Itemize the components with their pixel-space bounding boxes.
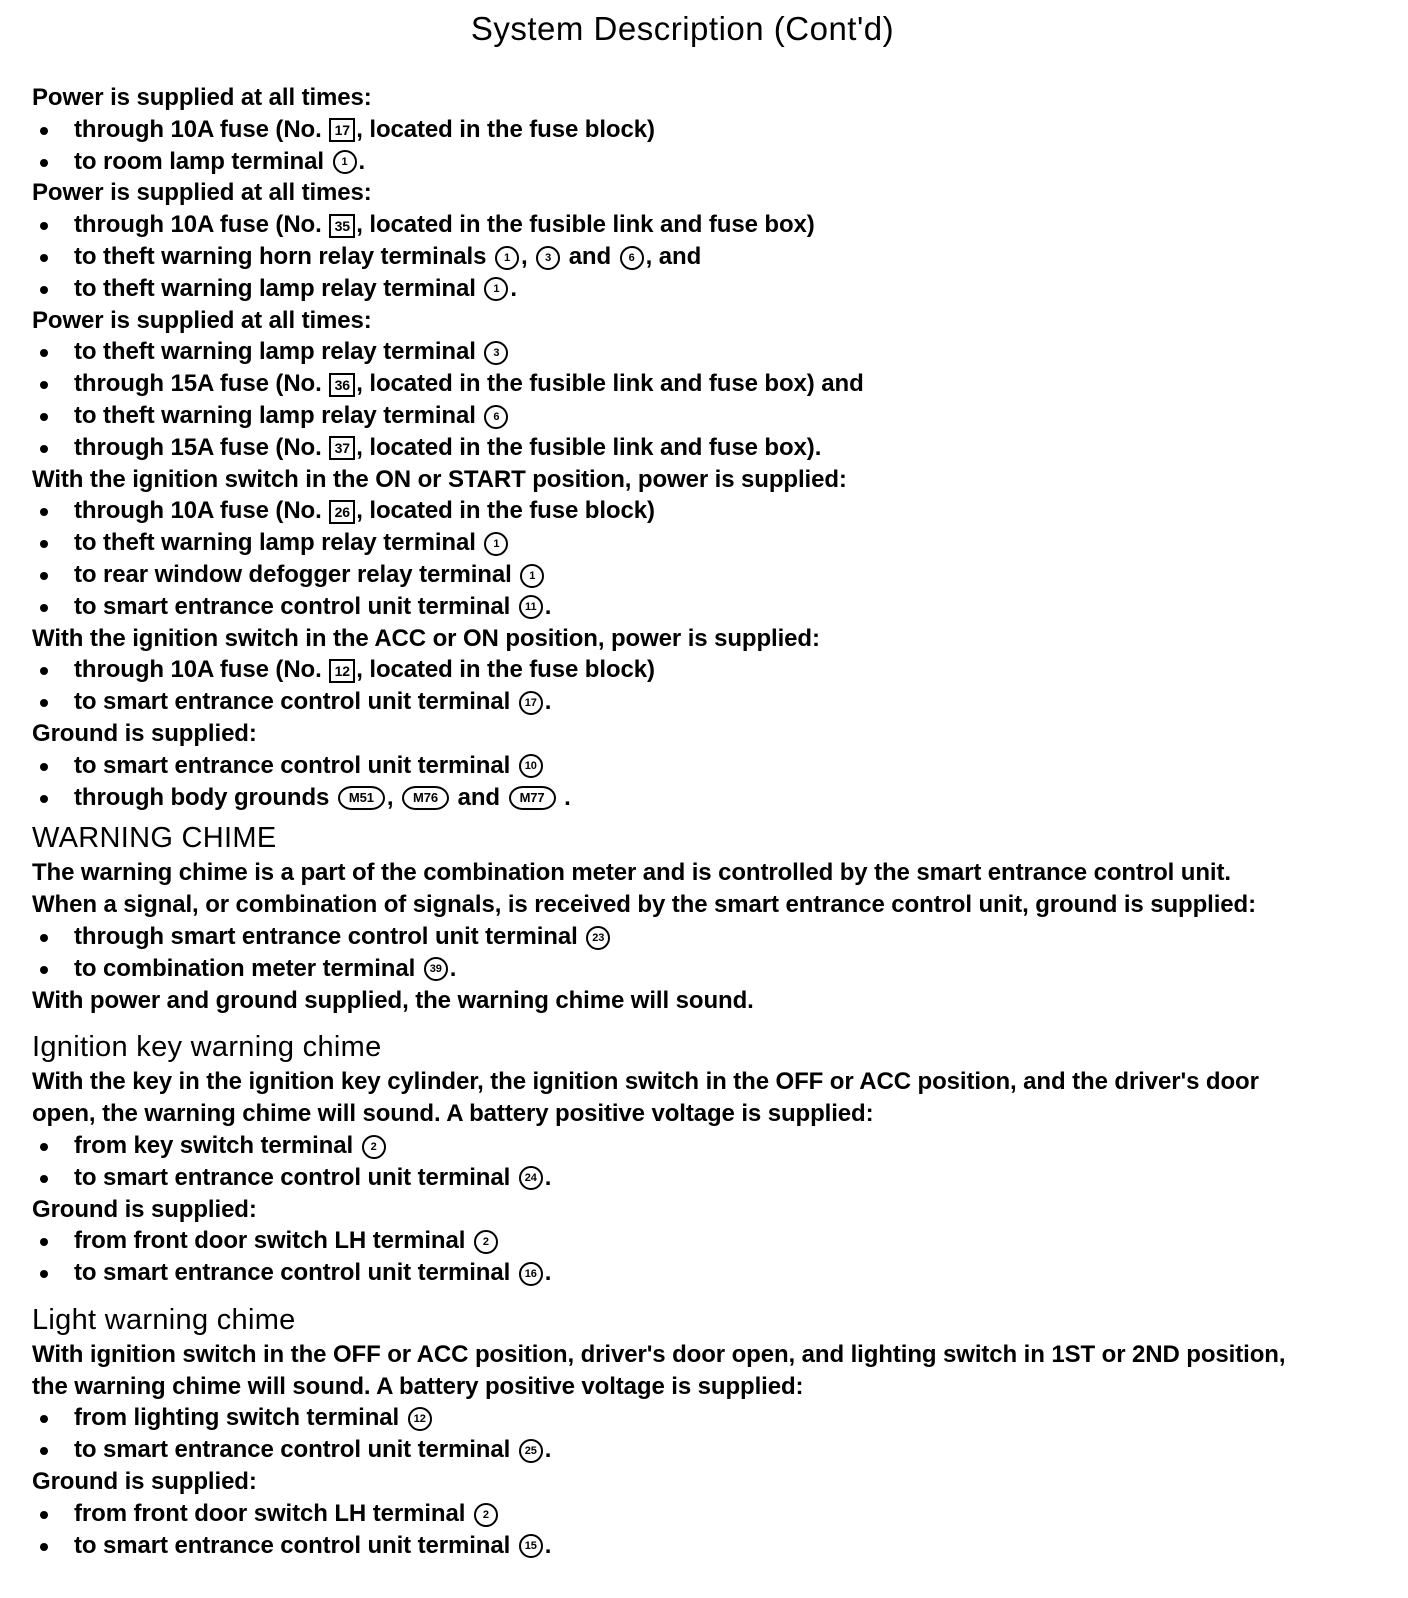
paragraph-line: When a signal, or combination of signals, is received by the smart entrance control unit, ground is supplied: [32,891,1256,919]
text: through 10A fuse (No. [74,211,322,239]
bullet-item [32,527,1382,559]
terminal-number-circle: 2 [474,1230,498,1254]
bullet-item [32,432,1382,464]
text: through 10A fuse (No. [74,656,322,684]
terminal-number-circle: 1 [484,277,508,301]
paragraph-line: open, the warning chime will sound. A battery positive voltage is supplied: [32,1100,874,1128]
bullet-item [32,114,1382,146]
text: to smart entrance control unit terminal [74,688,511,716]
text: . [449,954,457,982]
terminal-number-circle: 11 [519,595,543,619]
paragraph-line: Power is supplied at all times: [32,84,372,111]
text: , located in the fusible link and fuse box) and [356,370,864,398]
ground-connector-oval: M76 [402,786,449,810]
terminal-number-circle: 6 [484,405,508,429]
terminal-number-circle: 39 [424,957,448,981]
text: through 15A fuse (No. [74,370,322,398]
text: to room lamp terminal [74,147,324,175]
paragraph-line: With ignition switch in the OFF or ACC position, driver's door open, and lighting switch in 1ST or 2ND position, [32,1340,1286,1368]
paragraph-line: Power is supplied at all times: [32,306,372,334]
text: to combination meter terminal [74,954,416,982]
bullet-item [32,209,1382,241]
terminal-number-circle: 3 [484,341,508,365]
terminal-number-circle: 1 [495,246,519,270]
text: and [457,783,500,811]
terminal-number-circle: 15 [519,1534,543,1558]
bullet-item [32,1498,1382,1530]
terminal-number-circle: 23 [586,926,610,950]
text: from front door switch LH terminal [74,1499,466,1527]
bullet-item [32,368,1382,400]
bullet-item [32,400,1382,432]
text: to rear window defogger relay terminal [74,560,512,588]
fuse-number-box: 36 [329,373,355,397]
text: . [544,592,552,620]
text: , located in the fusible link and fuse box) [356,211,815,239]
fuse-number-box: 35 [329,214,355,238]
text: , [520,242,528,270]
fuse-number-box: 12 [329,659,355,683]
bullet-item [32,495,1382,527]
paragraph-line: With the key in the ignition key cylinder, the ignition switch in the OFF or ACC position, and the driver's door [32,1068,1259,1096]
terminal-number-circle: 1 [333,150,357,174]
bullet-item [32,241,1382,273]
paragraph-line: Ground is supplied: [32,1468,257,1496]
terminal-number-circle: 3 [536,246,560,270]
text: . [544,688,552,716]
paragraph-line: The warning chime is a part of the combination meter and is controlled by the smart entrance control unit. [32,859,1231,887]
text: to theft warning horn relay terminals [74,242,487,270]
terminal-number-circle: 12 [408,1407,432,1431]
bullet-item [32,336,1382,368]
bullet-item [32,1434,1382,1466]
text: , located in the fuse block) [356,497,655,525]
text: . [544,1259,552,1287]
text: to smart entrance control unit terminal [74,1436,511,1464]
terminal-number-circle: 2 [362,1135,386,1159]
text: to theft warning lamp relay terminal [74,338,476,366]
bullet-item [32,1162,1382,1194]
text: through smart entrance control unit terminal [74,922,578,950]
section-heading: Light warning chime [32,1303,296,1336]
text: through body grounds [74,783,330,811]
fuse-number-box: 26 [329,500,355,524]
text: . [510,274,517,302]
text: to smart entrance control unit terminal [74,1163,511,1191]
text: . [544,1531,552,1559]
text: to smart entrance control unit terminal [74,592,511,620]
text: from front door switch LH terminal [74,1227,466,1255]
paragraph-line: the warning chime will sound. A battery positive voltage is supplied: [32,1372,804,1400]
document-body [32,82,1382,1561]
terminal-number-circle: 10 [519,754,543,778]
bullet-item [32,1530,1382,1562]
terminal-number-circle: 16 [519,1262,543,1286]
text: through 10A fuse (No. [74,115,322,143]
text: , located in the fusible link and fuse box). [356,433,822,461]
text: through 15A fuse (No. [74,433,322,461]
text: to smart entrance control unit terminal [74,1531,511,1559]
text: . [564,783,571,811]
paragraph-line: Ground is supplied: [32,719,257,747]
section-heading: WARNING CHIME [32,822,277,855]
bullet-item [32,750,1382,782]
bullet-item [32,559,1382,591]
ground-connector-oval: M77 [509,786,556,810]
text: , located in the fuse block) [356,115,655,143]
terminal-number-circle: 17 [519,691,543,715]
text: , located in the fuse block) [356,656,655,684]
terminal-number-circle: 24 [519,1166,543,1190]
text: to theft warning lamp relay terminal [74,401,476,429]
fuse-number-box: 37 [329,436,355,460]
text: from key switch terminal [74,1131,354,1159]
text: . [358,147,366,175]
bullet-item [32,146,1382,178]
bullet-item [32,1130,1382,1162]
text: . [544,1436,552,1464]
terminal-number-circle: 2 [474,1503,498,1527]
terminal-number-circle: 1 [520,564,544,588]
bullet-item [32,782,1382,814]
text: through 10A fuse (No. [74,497,322,525]
text: , [386,783,394,811]
bullet-item [32,921,1382,953]
paragraph-line: With the ignition switch in the ON or START position, power is supplied: [32,465,847,493]
ground-connector-oval: M51 [338,786,385,810]
text: from lighting switch terminal [74,1404,400,1432]
bullet-item [32,1225,1382,1257]
bullet-item [32,1257,1382,1289]
bullet-item [32,686,1382,718]
bullet-item [32,273,1382,305]
paragraph-line: Ground is supplied: [32,1195,257,1223]
text: to smart entrance control unit terminal [74,1259,511,1287]
paragraph-line: With power and ground supplied, the warning chime will sound. [32,986,754,1014]
terminal-number-circle: 6 [620,246,644,270]
terminal-number-circle: 1 [484,532,508,556]
text: and [568,242,612,270]
bullet-item [32,1402,1382,1434]
page-title: System Description (Cont'd) [470,10,895,47]
text: to theft warning lamp relay terminal [74,274,476,302]
fuse-number-box: 17 [329,118,355,142]
text: . [544,1163,552,1191]
section-heading: Ignition key warning chime [32,1031,382,1064]
bullet-item [32,953,1382,985]
text: to smart entrance control unit terminal [74,751,511,779]
paragraph-line: Power is supplied at all times: [32,179,372,207]
bullet-item [32,654,1382,686]
terminal-number-circle: 25 [519,1439,543,1463]
text: , and [645,242,702,270]
bullet-item [32,591,1382,623]
paragraph-line: With the ignition switch in the ACC or ON position, power is supplied: [32,624,820,652]
text: to theft warning lamp relay terminal [74,529,476,557]
